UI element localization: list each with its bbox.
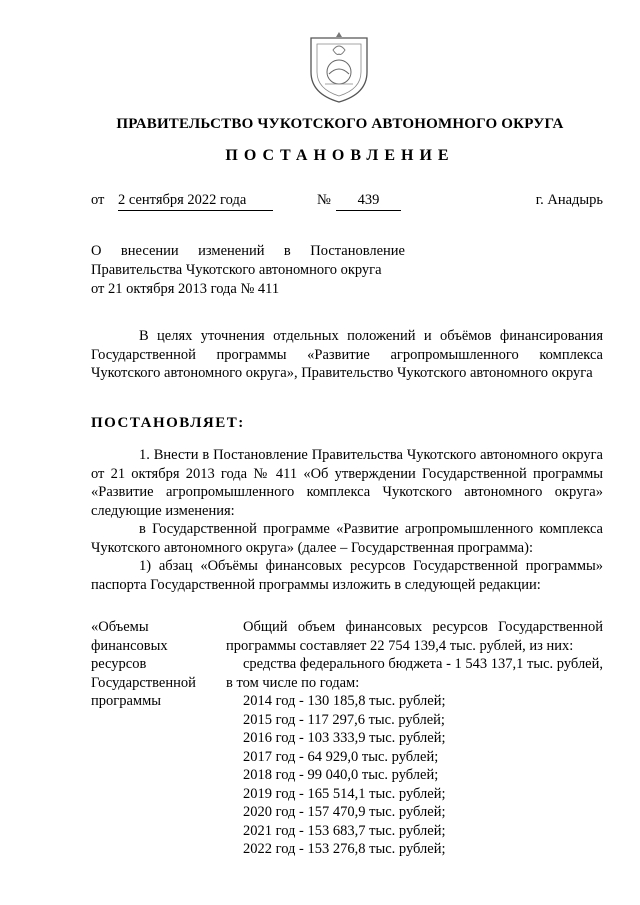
year-funding-line: 2021 год - 153 683,7 тыс. рублей; bbox=[243, 822, 446, 839]
point-2: в Государственной программе «Развитие агропромышленного комплекса Чукотского автономного округа» (далее – Государственная программа): bbox=[91, 521, 603, 556]
document-meta-row bbox=[91, 192, 603, 212]
document-city: г. Анадырь bbox=[535, 192, 603, 208]
points-section bbox=[91, 446, 603, 594]
table-right-cell bbox=[226, 618, 603, 859]
government-title: ПРАВИТЕЛЬСТВО ЧУКОТСКОГО АВТОНОМНОГО ОКРУГА bbox=[116, 116, 564, 132]
left-line: ресурсов bbox=[91, 656, 147, 672]
document-subject bbox=[91, 242, 405, 299]
preamble bbox=[91, 327, 603, 383]
point-1: 1. Внести в Постановление Правительства Чукотского автономного округа от 21 октября 2013 года № 411 «Об утверждении Государственной программы «Развитие агропромышленного комплекса Чукотского автономного округа» следующие изменения: bbox=[91, 447, 603, 519]
year-funding-line: 2015 год - 117 297,6 тыс. рублей; bbox=[243, 711, 445, 728]
subject-line-1: О внесении изменений в Постановление bbox=[91, 243, 405, 259]
left-line: финансовых bbox=[91, 637, 168, 654]
year-funding-line: 2022 год - 153 276,8 тыс. рублей; bbox=[243, 841, 446, 857]
total-funding: Общий объем финансовых ресурсов Государственной программы составляет 22 754 139,4 тыс. рублей, из них: bbox=[226, 619, 603, 654]
resolves-heading: ПОСТАНОВЛЯЕТ: bbox=[91, 415, 245, 431]
date-label: от bbox=[91, 192, 105, 208]
year-funding-line: 2018 год - 99 040,0 тыс. рублей; bbox=[243, 767, 439, 783]
document-number: 439 bbox=[336, 192, 401, 211]
left-line: «Объемы bbox=[91, 619, 149, 635]
number-label: № bbox=[317, 192, 331, 208]
year-funding-line: 2016 год - 103 333,9 тыс. рублей; bbox=[243, 730, 446, 746]
year-funding-line: 2014 год - 130 185,8 тыс. рублей; bbox=[243, 693, 446, 709]
coat-of-arms-icon bbox=[303, 28, 375, 106]
left-line: программы bbox=[91, 693, 161, 709]
preamble-text: В целях уточнения отдельных положений и объёмов финансирования Государственной программы «Развитие агропромышленного комплекса Чукотского автономного округа», Правительство Чукотского автономного округа bbox=[91, 328, 603, 381]
subject-line-2: Правительства Чукотского автономного округа bbox=[91, 262, 382, 278]
subject-line-3: от 21 октября 2013 года № 411 bbox=[91, 281, 280, 297]
federal-funding: средства федерального бюджета - 1 543 137,1 тыс. рублей, в том числе по годам: bbox=[226, 656, 603, 691]
left-line: Государственной bbox=[91, 674, 196, 691]
year-funding-line: 2020 год - 157 470,9 тыс. рублей; bbox=[243, 804, 446, 820]
year-funding-line: 2017 год - 64 929,0 тыс. рублей; bbox=[243, 748, 439, 765]
point-3: 1) абзац «Объёмы финансовых ресурсов Государственной программы» паспорта Государственной программы изложить в следующей редакции: bbox=[91, 558, 603, 593]
document-type-title: ПОСТАНОВЛЕНИЕ bbox=[225, 147, 455, 164]
year-funding-line: 2019 год - 165 514,1 тыс. рублей; bbox=[243, 785, 446, 802]
document-date: 2 сентября 2022 года bbox=[118, 192, 273, 211]
table-left-cell bbox=[91, 618, 221, 711]
